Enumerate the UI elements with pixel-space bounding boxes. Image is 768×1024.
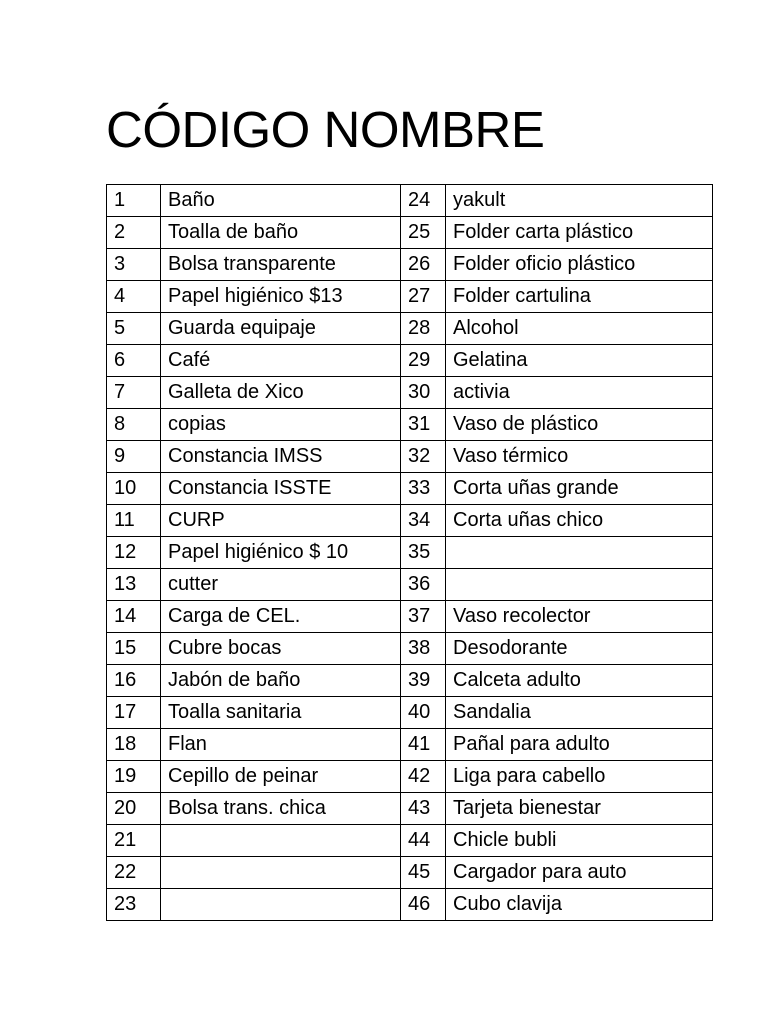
right-code-cell: 24 [401, 185, 446, 217]
right-code-cell: 43 [401, 793, 446, 825]
left-name-cell: Bolsa transparente [161, 249, 401, 281]
left-code-cell: 8 [107, 409, 161, 441]
left-name-cell: CURP [161, 505, 401, 537]
right-name-cell: Corta uñas chico [446, 505, 713, 537]
right-name-cell: Alcohol [446, 313, 713, 345]
right-code-cell: 30 [401, 377, 446, 409]
left-name-cell: cutter [161, 569, 401, 601]
table-row [107, 697, 713, 729]
table-row [107, 601, 713, 633]
left-code-cell: 12 [107, 537, 161, 569]
right-code-cell: 36 [401, 569, 446, 601]
right-code-cell: 28 [401, 313, 446, 345]
left-name-cell: Toalla de baño [161, 217, 401, 249]
left-name-cell: Jabón de baño [161, 665, 401, 697]
right-name-cell: Vaso de plástico [446, 409, 713, 441]
right-code-cell: 34 [401, 505, 446, 537]
table-row [107, 473, 713, 505]
left-name-cell: Toalla sanitaria [161, 697, 401, 729]
left-name-cell: Cepillo de peinar [161, 761, 401, 793]
left-name-cell: Baño [161, 185, 401, 217]
left-code-cell: 16 [107, 665, 161, 697]
right-name-cell: activia [446, 377, 713, 409]
left-code-cell: 1 [107, 185, 161, 217]
left-code-cell: 15 [107, 633, 161, 665]
right-name-cell: Cubo clavija [446, 889, 713, 921]
right-code-cell: 44 [401, 825, 446, 857]
left-name-cell: Bolsa trans. chica [161, 793, 401, 825]
right-name-cell: Desodorante [446, 633, 713, 665]
left-name-cell [161, 889, 401, 921]
left-code-cell: 5 [107, 313, 161, 345]
left-code-cell: 14 [107, 601, 161, 633]
right-name-cell: Vaso recolector [446, 601, 713, 633]
right-name-cell: Sandalia [446, 697, 713, 729]
left-name-cell [161, 825, 401, 857]
right-code-cell: 39 [401, 665, 446, 697]
right-name-cell: Tarjeta bienestar [446, 793, 713, 825]
table-row [107, 313, 713, 345]
left-code-cell: 6 [107, 345, 161, 377]
table-row [107, 889, 713, 921]
table-row [107, 505, 713, 537]
left-name-cell [161, 857, 401, 889]
left-name-cell: Carga de CEL. [161, 601, 401, 633]
table-row [107, 729, 713, 761]
right-code-cell: 37 [401, 601, 446, 633]
table-row [107, 185, 713, 217]
left-name-cell: Galleta de Xico [161, 377, 401, 409]
table-row [107, 825, 713, 857]
right-code-cell: 40 [401, 697, 446, 729]
table-row [107, 409, 713, 441]
left-code-cell: 23 [107, 889, 161, 921]
table-row [107, 441, 713, 473]
right-name-cell: Pañal para adulto [446, 729, 713, 761]
table-body [107, 185, 713, 921]
right-code-cell: 42 [401, 761, 446, 793]
right-code-cell: 38 [401, 633, 446, 665]
table-row [107, 217, 713, 249]
left-name-cell: Café [161, 345, 401, 377]
right-code-cell: 31 [401, 409, 446, 441]
table-row [107, 377, 713, 409]
left-code-cell: 4 [107, 281, 161, 313]
left-name-cell: Papel higiénico $13 [161, 281, 401, 313]
right-name-cell: Gelatina [446, 345, 713, 377]
table-row [107, 761, 713, 793]
left-name-cell: Constancia IMSS [161, 441, 401, 473]
page-title: CÓDIGO NOMBRE [106, 101, 545, 158]
left-name-cell: Flan [161, 729, 401, 761]
left-code-cell: 20 [107, 793, 161, 825]
left-code-cell: 21 [107, 825, 161, 857]
table-row [107, 281, 713, 313]
right-name-cell: Folder cartulina [446, 281, 713, 313]
right-code-cell: 35 [401, 537, 446, 569]
left-code-cell: 10 [107, 473, 161, 505]
table-row [107, 665, 713, 697]
left-code-cell: 2 [107, 217, 161, 249]
table-row [107, 345, 713, 377]
table-row [107, 793, 713, 825]
product-code-table [106, 184, 713, 921]
right-name-cell: Vaso térmico [446, 441, 713, 473]
left-name-cell: copias [161, 409, 401, 441]
left-code-cell: 11 [107, 505, 161, 537]
left-code-cell: 7 [107, 377, 161, 409]
right-name-cell: Chicle bubli [446, 825, 713, 857]
right-name-cell: yakult [446, 185, 713, 217]
left-code-cell: 17 [107, 697, 161, 729]
right-code-cell: 29 [401, 345, 446, 377]
table-row [107, 569, 713, 601]
left-code-cell: 18 [107, 729, 161, 761]
right-code-cell: 25 [401, 217, 446, 249]
left-name-cell: Guarda equipaje [161, 313, 401, 345]
right-name-cell: Corta uñas grande [446, 473, 713, 505]
left-code-cell: 13 [107, 569, 161, 601]
right-name-cell [446, 569, 713, 601]
right-code-cell: 27 [401, 281, 446, 313]
left-name-cell: Constancia ISSTE [161, 473, 401, 505]
table-row [107, 633, 713, 665]
right-name-cell: Calceta adulto [446, 665, 713, 697]
right-name-cell [446, 537, 713, 569]
right-code-cell: 41 [401, 729, 446, 761]
right-code-cell: 32 [401, 441, 446, 473]
table-row [107, 537, 713, 569]
right-name-cell: Liga para cabello [446, 761, 713, 793]
left-name-cell: Cubre bocas [161, 633, 401, 665]
table-row [107, 857, 713, 889]
left-name-cell: Papel higiénico $ 10 [161, 537, 401, 569]
left-code-cell: 3 [107, 249, 161, 281]
left-code-cell: 9 [107, 441, 161, 473]
right-code-cell: 33 [401, 473, 446, 505]
table-row [107, 249, 713, 281]
right-name-cell: Folder carta plástico [446, 217, 713, 249]
right-name-cell: Cargador para auto [446, 857, 713, 889]
right-code-cell: 46 [401, 889, 446, 921]
left-code-cell: 22 [107, 857, 161, 889]
right-name-cell: Folder oficio plástico [446, 249, 713, 281]
left-code-cell: 19 [107, 761, 161, 793]
right-code-cell: 26 [401, 249, 446, 281]
right-code-cell: 45 [401, 857, 446, 889]
